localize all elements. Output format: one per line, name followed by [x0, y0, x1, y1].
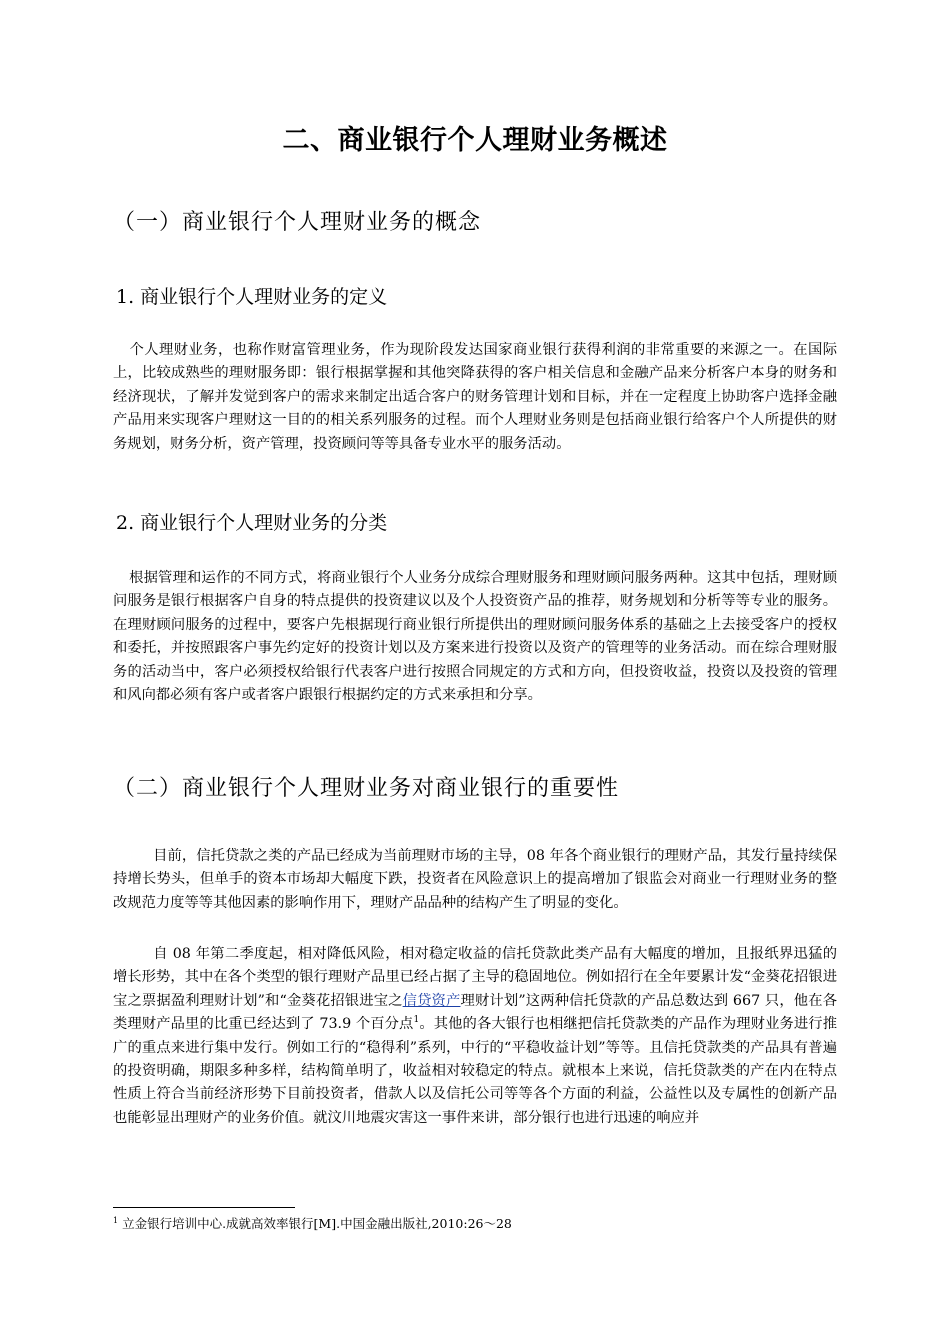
paragraph-definition: [113, 339, 837, 456]
page-title: 二、商业银行个人理财业务概述: [282, 125, 668, 156]
paragraph-importance-1: [113, 845, 837, 915]
paragraph-classification-text: 根据管理和运作的不同方式，将商业银行个人业务分成综合理财服务和理财顾问服务两种。这其中包括，理财顾问服务是银行根据客户自身的特点提供的投资建议以及个人投资资产品的推荐，财务规划和分析等等专业的服务。在理财顾问服务的过程中，要客户先根据现行商业银行所提供出的理财顾问服务体系的基础之上去接受客户的授权和委托，并按照跟客户事先约定好的投资计划以及方案来进行投资以及资产的管理等的业务活动。而在综合理财服务的活动当中，客户必须授权给银行代表客户进行按照合同规定的方式和方向，但投资收益，投资以及投资的管理和风向都必须有客户或者客户跟银行根据约定的方式来承担和分享。: [113, 570, 837, 704]
footnote-separator: [113, 1207, 295, 1208]
paragraph-importance-2-text-a: 自 08 年第二季度起，相对降低风险，相对稳定收益的信托贷款此类产品有大幅度的增加，且报纸界迅猛的增长形势，其中在各个类型的银行理财产品里已经占据了主导的稳固地位。例如招行在全年要累计发“金葵花招银进宝之票据盈利理财计划”和“金葵花招银进宝之: [113, 946, 837, 1009]
subheading-classification: 2. 商业银行个人理财业务的分类: [116, 512, 388, 534]
paragraph-importance-2-text-b: 理财计划”这两种信托贷款的产品总数达到 667 只，他在各类理财产品里的比重已经达到了 73.9 个百分点: [113, 992, 838, 1033]
footnote-text: 立金银行培训中心.成就高效率银行[M].中国金融出版社,2010:26～28: [122, 1216, 512, 1231]
paragraph-importance-2-text-c: 。其他的各大银行也相继把信托贷款类的产品作为理财业务进行推广的重点来进行集中发行。例如工行的“稳得利”系列，中行的“平稳收益计划”等等。且信托贷款类的产品具有普遍的投资明确，期限多种多样，结构简单明了，收益相对较稳定的特点。就根本上来说，信托贷款类的产在内在特点性质上符合当前经济形势下目前投资者，借款人以及信托公司等等各个方面的利益，公益性以及专属性的创新产品也能彰显出理财产的业务价值。就汶川地震灾害这一事件来讲，部分银行也进行迅速的响应并: [113, 1016, 837, 1126]
footnote-reference[interactable]: 1: [413, 1015, 420, 1026]
paragraph-importance-1-text: 目前，信托贷款之类的产品已经成为当前理财市场的主导，08 年各个商业银行的理财产品，其发行量持续保持增长势头，但单手的资本市场却大幅度下跌，投资者在风险意识上的提高增加了银监会对商业一行理财业务的整改规范力度等等其他因素的影响作用下，理财产品品种的结构产生了明显的变化。: [113, 848, 837, 911]
section-heading-concept: （一）商业银行个人理财业务的概念: [113, 210, 482, 235]
paragraph-importance-2: [113, 943, 837, 1130]
paragraph-definition-text: 个人理财业务，也称作财富管理业务，作为现阶段发达国家商业银行获得利润的非常重要的来源之一。在国际上，比较成熟些的理财服务即：银行根据掌握和其他突降获得的客户相关信息和金融产品来分析客户本身的财务和经济现状，了解并发觉到客户的需求来制定出适合客户的财务管理计划和目标，并在一定程度上协助客户选择金融产品用来实现客户理财这一目的的相关系列服务的过程。而个人理财业务则是包括商业银行给客户个人所提供的财务规划，财务分析，资产管理，投资顾问等等具备专业水平的服务活动。: [113, 342, 837, 452]
section-heading-importance: （二）商业银行个人理财业务对商业银行的重要性: [113, 776, 620, 801]
footnote: [113, 1214, 512, 1232]
footnote-number: 1: [113, 1215, 119, 1225]
subheading-definition: 1. 商业银行个人理财业务的定义: [116, 286, 388, 308]
credit-assets-link[interactable]: 信贷资产: [402, 992, 461, 1009]
paragraph-classification: [113, 567, 837, 707]
